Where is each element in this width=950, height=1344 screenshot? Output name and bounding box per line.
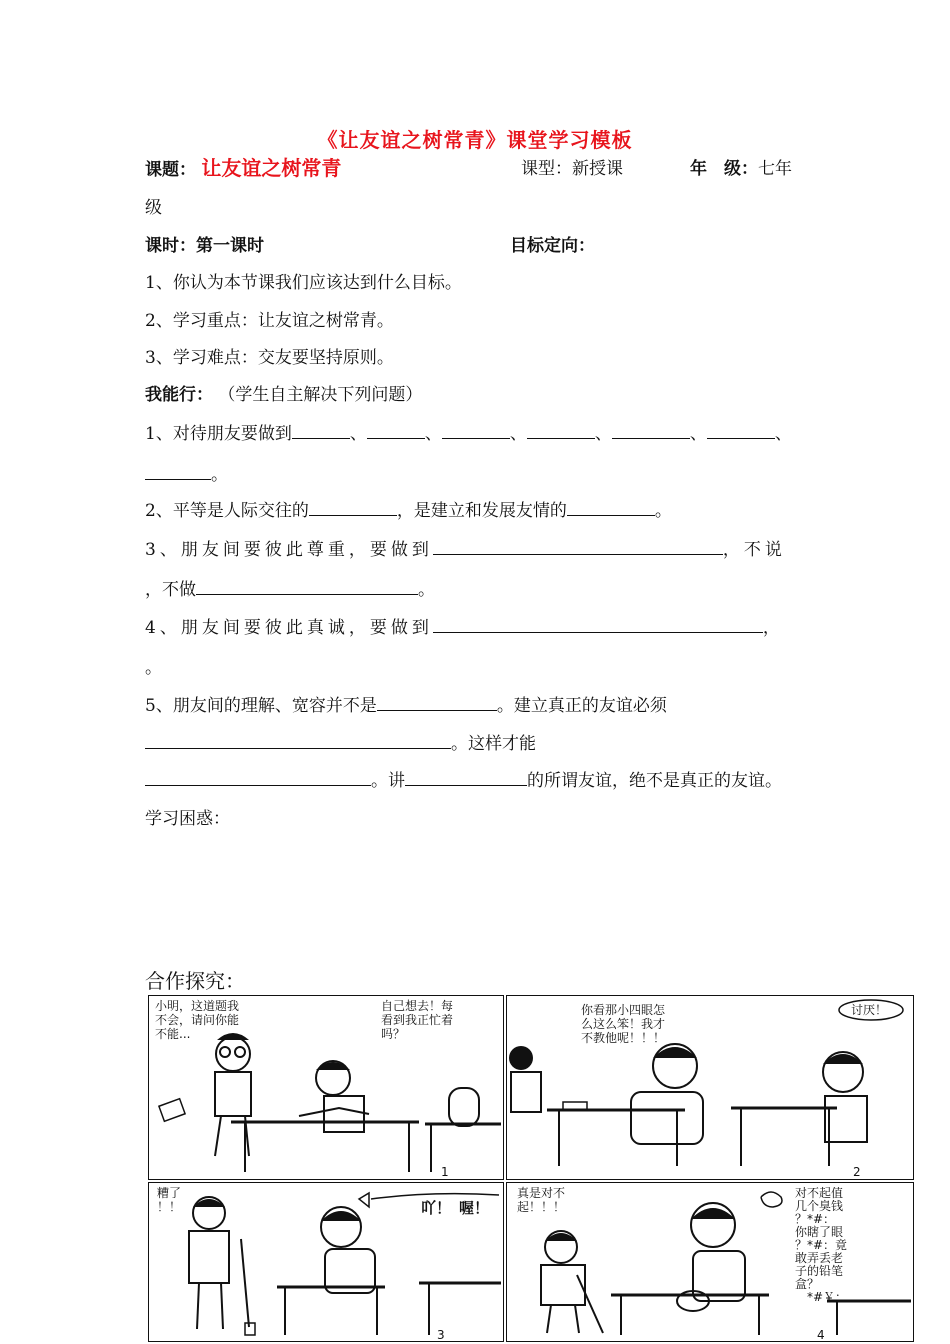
- speech-text: 喔！: [459, 1199, 490, 1217]
- answer-blank[interactable]: [433, 538, 723, 555]
- comic-panel-4: [506, 1182, 914, 1342]
- answer-blank[interactable]: [567, 499, 655, 516]
- answer-blank[interactable]: [196, 578, 418, 595]
- answer-blank[interactable]: [377, 694, 497, 711]
- cooperate-heading: 合作探究：: [145, 969, 245, 993]
- speech-text: 子的铅笔: [795, 1264, 844, 1278]
- speech-text: *#￥：: [807, 1290, 848, 1304]
- ability-row: [145, 380, 422, 405]
- ability-label: 我能行：: [145, 385, 213, 405]
- topic-label: 课题: [145, 160, 179, 180]
- comic-panel-2: [506, 995, 914, 1180]
- answer-blank[interactable]: [442, 422, 510, 439]
- answer-blank[interactable]: [612, 422, 690, 439]
- speech-text: 不会，请问你能: [155, 1013, 240, 1027]
- speech-text: ！！: [157, 1200, 182, 1214]
- speech-text: 讨厌！: [851, 1003, 888, 1017]
- goal-2: 2、学习重点：让友谊之树常青。: [145, 311, 394, 331]
- lesson-type: 课型：新授课: [521, 159, 623, 179]
- answer-blank[interactable]: [292, 422, 350, 439]
- question-3-cont: ，不做 。: [145, 580, 435, 600]
- question-1-cont: 。: [145, 460, 228, 485]
- goal-heading: 目标定向：: [510, 236, 595, 256]
- topic-value: 让友谊之树常青: [201, 156, 342, 180]
- page-title: 《让友谊之树常青》课堂学习模板: [317, 128, 633, 152]
- answer-blank[interactable]: [367, 422, 425, 439]
- speech-text: ？*#：: [795, 1212, 836, 1226]
- question-1: 1、对待朋友要做到 、 、 、 、 、 、: [145, 424, 792, 444]
- answer-blank[interactable]: [405, 769, 527, 786]
- speech-text: 敢弄丢老: [795, 1251, 844, 1265]
- panel-number: 2: [853, 1165, 861, 1179]
- ability-note: （学生自主解决下列问题）: [218, 385, 423, 405]
- speech-text: 看到我正忙着: [381, 1013, 454, 1027]
- answer-blank[interactable]: [527, 422, 595, 439]
- panel-number: 1: [441, 1165, 449, 1179]
- answer-blank[interactable]: [145, 769, 371, 786]
- panel-number: 3: [437, 1328, 445, 1341]
- speech-text: 糟了: [157, 1186, 182, 1200]
- topic-row: 课题： 让友谊之树常青: [145, 156, 342, 180]
- comic-panel-1: [148, 995, 504, 1180]
- question-4-cont: 。: [145, 658, 162, 678]
- speech-text: 起！！！: [517, 1200, 566, 1214]
- speech-text: 吗？: [381, 1027, 406, 1041]
- comic-drawing-4: [507, 1183, 913, 1341]
- speech-text: 你看那小四眼怎: [581, 1003, 666, 1017]
- goal-1: 1、你认为本节课我们应该达到什么目标。: [145, 273, 462, 293]
- answer-blank[interactable]: [145, 463, 211, 480]
- speech-text: 吖！: [421, 1199, 452, 1217]
- question-5: 5、朋友间的理解、宽容并不是 。建立真正的友谊必须: [145, 696, 667, 716]
- comic-drawing-2: [507, 996, 913, 1179]
- grade-label: 年 级: [690, 159, 741, 179]
- answer-blank[interactable]: [433, 616, 763, 633]
- answer-blank[interactable]: [309, 499, 397, 516]
- speech-text: 不能...: [155, 1027, 191, 1041]
- question-5-cont2: 。讲 的所谓友谊，绝不是真正的友谊。: [145, 766, 782, 791]
- question-5-cont: 。这样才能: [145, 729, 536, 754]
- grade-value: 七年: [758, 159, 792, 179]
- speech-text: 小明，这道题我: [155, 999, 240, 1013]
- speech-text: 么这么笨！我才: [581, 1017, 666, 1031]
- question-2: 2、平等是人际交往的 ，是建立和发展友情的 。: [145, 501, 672, 521]
- grade-row: 年 级：七年: [690, 159, 792, 179]
- speech-text: ？*#：竟: [795, 1238, 848, 1252]
- speech-text: 几个臭钱: [795, 1199, 844, 1213]
- speech-text: 不教他呢！！！: [581, 1031, 666, 1045]
- question-4: 4、朋友间要彼此真诚，要做到 ，: [145, 618, 784, 638]
- answer-blank[interactable]: [707, 422, 775, 439]
- question-3: 3、朋友间要彼此尊重，要做到 ，不说: [145, 540, 786, 560]
- comic-panel-3: [148, 1182, 504, 1342]
- goal-3: 3、学习难点：交友要坚持原则。: [145, 348, 394, 368]
- grade-wrap: 级: [145, 198, 162, 218]
- speech-text: 对不起值: [795, 1186, 844, 1200]
- comic-drawing-3: [149, 1183, 503, 1341]
- comic-drawing-1: [149, 996, 503, 1179]
- confusion-label: 学习困惑：: [145, 809, 230, 829]
- panel-number: 4: [817, 1328, 825, 1341]
- answer-blank[interactable]: [145, 732, 451, 749]
- speech-text: 真是对不: [517, 1186, 566, 1200]
- period: 课时：第一课时: [145, 236, 264, 256]
- speech-text: 盒？: [795, 1277, 820, 1291]
- speech-text: 自己想去！每: [381, 999, 454, 1013]
- speech-text: 你瞎了眼: [795, 1225, 844, 1239]
